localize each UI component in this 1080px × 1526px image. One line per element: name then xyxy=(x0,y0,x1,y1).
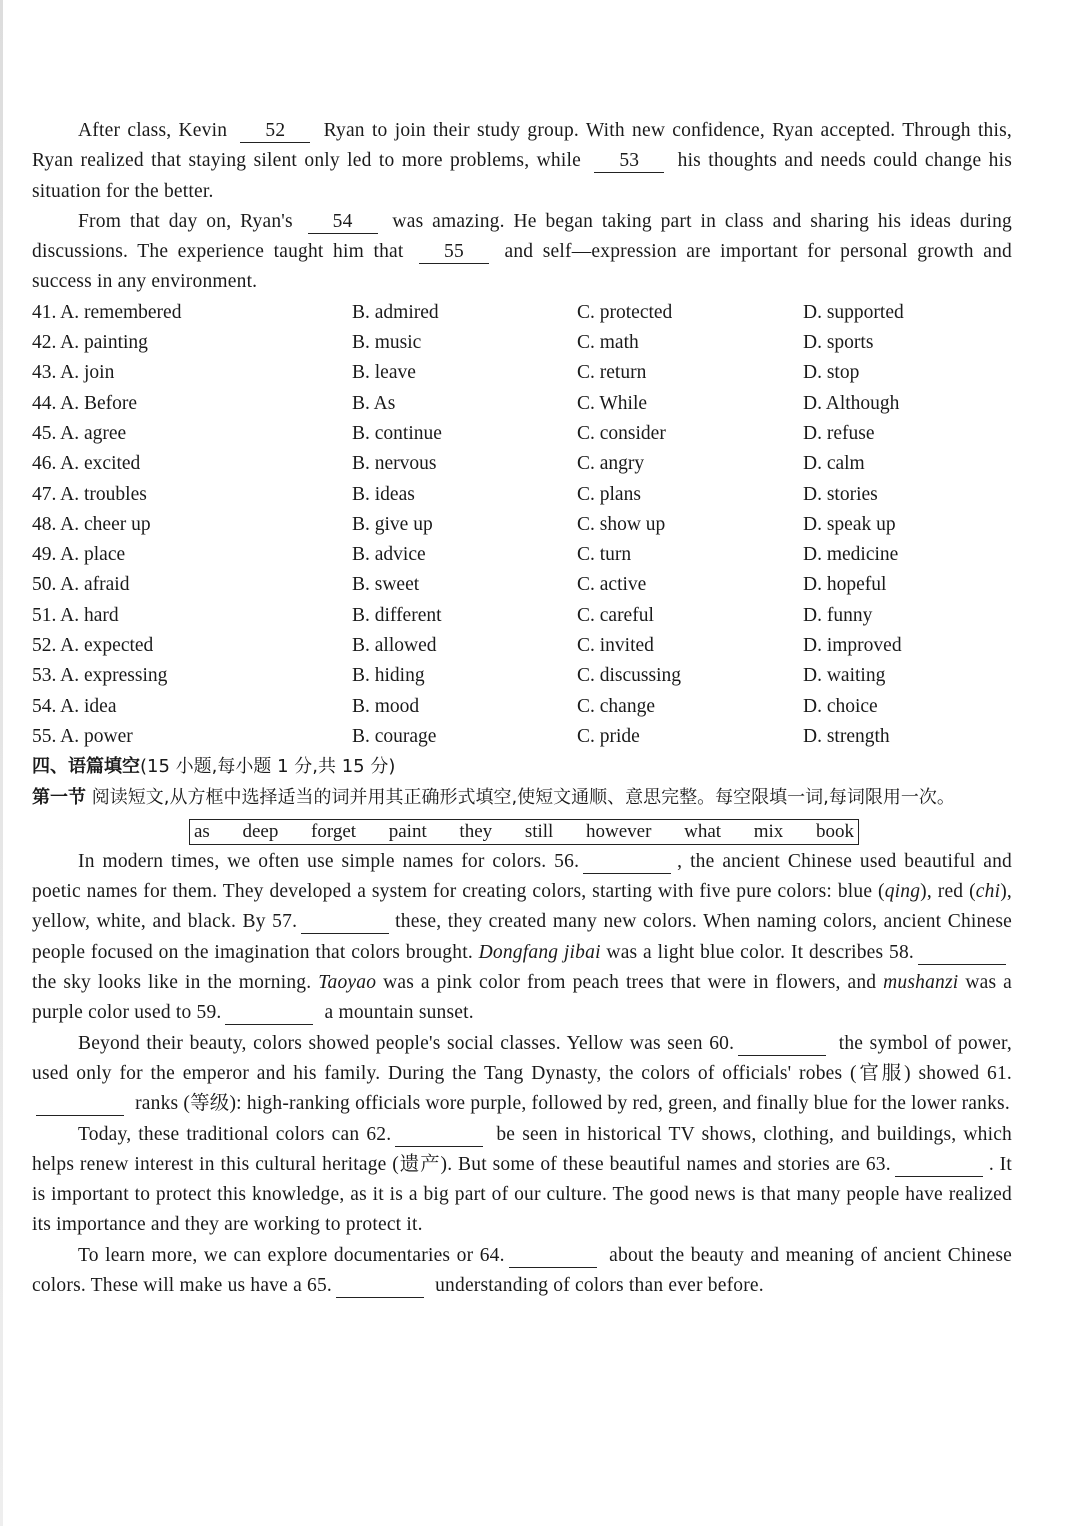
blank[interactable]: 53 xyxy=(594,150,664,173)
option: 50. A. afraid xyxy=(32,574,130,596)
italic-term: mushanzi xyxy=(883,972,959,994)
option: C. discussing xyxy=(577,665,682,687)
option: D. improved xyxy=(803,635,902,657)
section-heading xyxy=(32,752,1012,782)
option: 45. A. agree xyxy=(32,422,127,444)
text-run: these, they created many new colors. When naming colors, ancient Chinese people focused on the imagination that colors brought. xyxy=(32,911,1013,963)
option: B. leave xyxy=(352,362,416,384)
word-box xyxy=(189,819,859,845)
blank[interactable] xyxy=(225,1002,313,1025)
word-box-item: forget xyxy=(311,820,357,842)
blank[interactable] xyxy=(395,1124,483,1147)
option: C. invited xyxy=(577,635,654,657)
text-run: ), red ( xyxy=(920,881,976,903)
option: B. As xyxy=(352,392,396,414)
word-box-item: book xyxy=(815,820,854,842)
option: D. medicine xyxy=(803,544,899,566)
option: 48. A. cheer up xyxy=(32,513,151,535)
option: B. advice xyxy=(352,544,426,566)
option: 49. A. place xyxy=(32,544,126,566)
option: D. stop xyxy=(803,362,860,384)
blank[interactable] xyxy=(918,942,1006,965)
option: C. careful xyxy=(577,604,654,626)
option: D. choice xyxy=(803,695,878,717)
text-run: a mountain sunset. xyxy=(319,1002,474,1024)
option: B. continue xyxy=(352,422,442,444)
option: B. sweet xyxy=(352,574,420,596)
option: D. refuse xyxy=(803,422,875,444)
word-box-item: deep xyxy=(242,820,279,842)
option: C. While xyxy=(577,392,648,414)
option: 52. A. expected xyxy=(32,635,154,657)
text-run: and self—expression are important for personal growth and success in any environment. xyxy=(32,241,1012,293)
text-run: To learn more, we can explore documentaries or 64. xyxy=(78,1244,505,1266)
option: C. active xyxy=(577,574,647,596)
text-run: ranks (等级): high-ranking officials wore purple, followed by red, green, and finally blue for the lower ranks. xyxy=(130,1093,1010,1115)
option: B. mood xyxy=(352,695,420,717)
text-run: was a light blue color. It describes 58. xyxy=(600,941,915,963)
blank[interactable] xyxy=(509,1245,597,1268)
option: B. give up xyxy=(352,513,433,535)
italic-term: Dongfang jibai xyxy=(478,941,601,963)
word-box-item: paint xyxy=(388,820,427,842)
paragraph xyxy=(32,116,1012,207)
option: B. courage xyxy=(352,725,437,747)
option: D. supported xyxy=(803,301,904,323)
option: D. hopeful xyxy=(803,574,887,596)
word-box-item: as xyxy=(194,820,210,842)
blank[interactable] xyxy=(895,1154,983,1177)
italic-term: Taoyao xyxy=(318,972,377,994)
word-box-item: however xyxy=(586,820,652,842)
option: 55. A. power xyxy=(32,725,133,747)
option: B. allowed xyxy=(352,635,437,657)
text-run: understanding of colors than ever before. xyxy=(430,1274,764,1296)
option: B. different xyxy=(352,604,442,626)
paragraph xyxy=(32,847,1012,1029)
exam-page xyxy=(32,116,1012,1301)
instruction-text: 阅读短文,从方框中选择适当的词并用其正确形式填空,使短文通顺、意思完整。每空限填一词,每词限用一次。 xyxy=(86,786,955,808)
option: D. Although xyxy=(803,392,900,414)
option: D. funny xyxy=(803,604,873,626)
blank[interactable]: 52 xyxy=(240,120,310,143)
subsection-title: 第一节 xyxy=(32,786,86,808)
option: C. angry xyxy=(577,453,645,475)
option: D. speak up xyxy=(803,513,896,535)
option: C. return xyxy=(577,362,647,384)
option: D. calm xyxy=(803,453,865,475)
blank[interactable] xyxy=(301,911,389,934)
word-box-item: they xyxy=(459,820,493,842)
italic-term: chi xyxy=(975,881,1001,903)
option: 51. A. hard xyxy=(32,604,119,626)
option: 54. A. idea xyxy=(32,695,117,717)
option: D. sports xyxy=(803,332,874,354)
blank[interactable] xyxy=(36,1093,124,1116)
option: 46. A. excited xyxy=(32,453,141,475)
section-instruction xyxy=(32,783,1012,813)
word-box-item: what xyxy=(684,820,722,842)
text-run: After class, Kevin xyxy=(78,120,235,141)
passage-cloze-ending xyxy=(32,116,1012,298)
option: C. consider xyxy=(577,422,666,444)
section-score-note: (15 小题,每小题 1 分,共 15 分) xyxy=(140,756,396,778)
option: B. hiding xyxy=(352,665,425,687)
blank[interactable]: 55 xyxy=(419,241,489,264)
text-run: . It is important to protect this knowledge, as it is a big part of our culture. The good news is that many people have realized its importance and they are working to protect it. xyxy=(32,1153,1012,1236)
option: 41. A. remembered xyxy=(32,301,182,323)
option: D. stories xyxy=(803,483,878,505)
text-run: the symbol of power, used only for the emperor and his family. During the Tang Dynasty, the colors of officials' robes (官服) showed 61. xyxy=(32,1032,1012,1084)
text-run: was amazing. He began taking part in class and sharing his ideas during discussions. The experience taught him that xyxy=(32,210,1013,263)
option: C. pride xyxy=(577,725,640,747)
option: 44. A. Before xyxy=(32,392,138,414)
option: 43. A. join xyxy=(32,362,115,384)
option: C. change xyxy=(577,695,655,717)
paragraph xyxy=(32,1241,1012,1302)
option: B. nervous xyxy=(352,453,437,475)
text-run: Today, these traditional colors can 62. xyxy=(78,1123,392,1145)
text-run: ), yellow, white, and black. By 57. xyxy=(32,881,1012,933)
option: D. strength xyxy=(803,725,890,747)
text-run: From that day on, Ryan's xyxy=(78,210,302,232)
text-run: about the beauty and meaning of ancient Chinese colors. These will make us have a 65. xyxy=(32,1244,1013,1296)
option: 42. A. painting xyxy=(32,332,148,354)
blank[interactable] xyxy=(583,851,671,874)
paragraph xyxy=(32,207,1012,298)
option: C. show up xyxy=(577,513,666,535)
paragraph xyxy=(32,1120,1012,1241)
option: C. turn xyxy=(577,544,632,566)
page-edge xyxy=(0,0,3,1526)
blank[interactable] xyxy=(738,1033,826,1056)
option: C. math xyxy=(577,332,639,354)
text-run: In modern times, we often use simple names for colors. 56. xyxy=(78,850,580,872)
text-run: , the ancient Chinese used beautiful and poetic names for them. They developed a system for creating colors, starting with five pure colors: blue ( xyxy=(32,850,1012,903)
option: B. ideas xyxy=(352,483,415,505)
text-run: Beyond their beauty, colors showed people's social classes. Yellow was seen 60. xyxy=(78,1032,735,1054)
paragraph xyxy=(32,1029,1012,1120)
section-title: 四、语篇填空 xyxy=(32,756,140,778)
passage-colors xyxy=(32,847,1012,1301)
word-box-item: mix xyxy=(753,820,784,842)
option: 47. A. troubles xyxy=(32,483,147,505)
italic-term: qing xyxy=(884,881,921,903)
text-run: Ryan to join their study group. With new confidence, Ryan accepted. Through this, Ryan realized that staying silent only led to more problems, while xyxy=(32,120,1012,172)
option: B. admired xyxy=(352,301,439,323)
option: C. plans xyxy=(577,483,641,505)
text-run: his thoughts and needs could change his situation for the better. xyxy=(32,150,1013,202)
text-run: be seen in historical TV shows, clothing, and buildings, which helps renew interest in this cultural heritage (遗产). But some of these beautiful names and stories are 63. xyxy=(32,1123,1012,1175)
option: C. protected xyxy=(577,301,673,323)
word-box-item: still xyxy=(524,820,554,842)
blank[interactable]: 54 xyxy=(308,211,378,234)
text-run: the sky looks like in the morning. xyxy=(32,972,319,994)
text-run: was a pink color from peach trees that were in flowers, and xyxy=(376,972,884,994)
option: D. waiting xyxy=(803,665,886,687)
option: 53. A. expressing xyxy=(32,665,168,687)
blank[interactable] xyxy=(336,1275,424,1298)
option: B. music xyxy=(352,332,422,354)
text-run: was a purple color used to 59. xyxy=(32,972,1012,1024)
options-table xyxy=(32,298,1012,752)
